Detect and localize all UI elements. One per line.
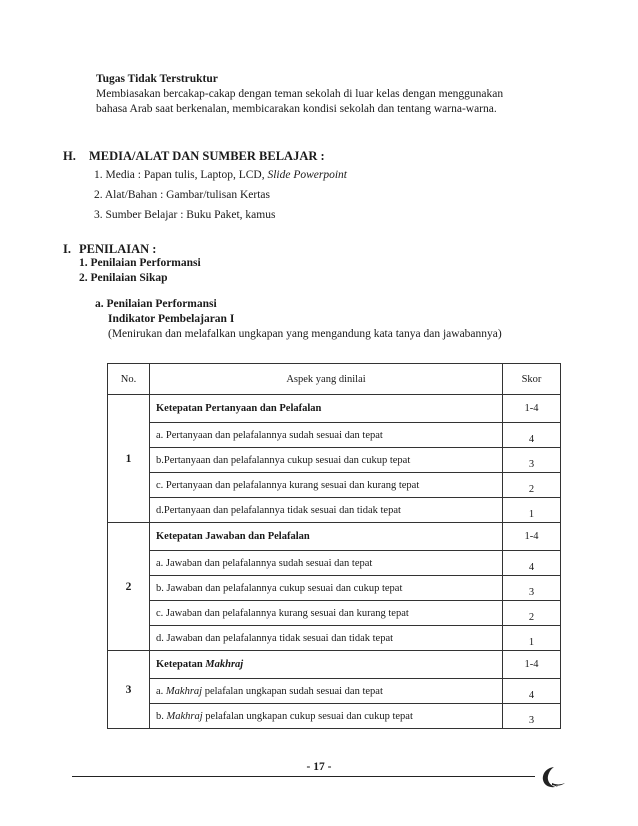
group-1-title: Ketepatan Pertanyaan dan Pelafalan xyxy=(150,395,503,423)
group-3-title: Ketepatan Makhraj xyxy=(150,651,503,679)
svg-text:~: ~ xyxy=(554,784,559,790)
group-2-title-row xyxy=(108,523,561,551)
criterion-text: d.Pertanyaan dan pelafalannya tidak sesuai dan tidak tepat xyxy=(150,498,503,523)
tugas-line-1: Membiasakan bercakap-cakap dengan teman sekolah di luar kelas dengan menggunakan xyxy=(96,88,504,100)
group-3-number: 3 xyxy=(108,651,150,729)
criterion-score: 2 xyxy=(503,473,561,498)
criterion-score: 4 xyxy=(503,679,561,704)
group-1-number: 1 xyxy=(108,395,150,523)
group-2-title: Ketepatan Jawaban dan Pelafalan xyxy=(150,523,503,551)
criterion-score: 1 xyxy=(503,498,561,523)
criterion-score: 4 xyxy=(503,423,561,448)
criterion-score: 3 xyxy=(503,576,561,601)
criterion-score: 3 xyxy=(503,704,561,729)
tugas-title: Tugas Tidak Terstruktur xyxy=(96,73,218,85)
section-h-item-2: 2. Alat/Bahan : Gambar/tulisan Kertas xyxy=(94,189,270,201)
table-row xyxy=(108,473,561,498)
section-h-title: MEDIA/ALAT DAN SUMBER BELAJAR : xyxy=(89,149,325,163)
criterion-text: b. Makhraj pelafalan ungkapan cukup sesuai dan cukup tepat xyxy=(150,704,503,729)
group-2-range: 1-4 xyxy=(503,523,561,551)
table-row xyxy=(108,704,561,729)
table-row xyxy=(108,601,561,626)
table-row xyxy=(108,551,561,576)
section-h-item-3: 3. Sumber Belajar : Buku Paket, kamus xyxy=(94,209,276,221)
section-i-title: PENILAIAN : xyxy=(79,242,157,256)
criterion-text: d. Jawaban dan pelafalannya tidak sesuai dan tidak tepat xyxy=(150,626,503,651)
criterion-score: 1 xyxy=(503,626,561,651)
criterion-text: c. Pertanyaan dan pelafalannya kurang sesuai dan kurang tepat xyxy=(150,473,503,498)
table-row xyxy=(108,576,561,601)
group-3-title-row xyxy=(108,651,561,679)
table-row xyxy=(108,498,561,523)
criterion-text: a. Makhraj pelafalan ungkapan sudah sesuai dan tepat xyxy=(150,679,503,704)
header-aspek: Aspek yang dinilai xyxy=(150,364,503,395)
section-i-item-1: 1. Penilaian Performansi xyxy=(79,257,201,269)
group-3-range: 1-4 xyxy=(503,651,561,679)
group-2-number: 2 xyxy=(108,523,150,651)
section-h-item-1: 1. Media : Papan tulis, Laptop, LCD, Slide Powerpoint xyxy=(94,169,347,181)
table-header-row xyxy=(108,364,561,395)
criterion-text: b.Pertanyaan dan pelafalannya cukup sesuai dan cukup tepat xyxy=(150,448,503,473)
table-row xyxy=(108,626,561,651)
criterion-score: 4 xyxy=(503,551,561,576)
rubric-table xyxy=(107,363,561,729)
header-skor: Skor xyxy=(503,364,561,395)
section-i-sub-a: a. Penilaian Performansi xyxy=(95,298,217,310)
criterion-text: a. Pertanyaan dan pelafalannya sudah sesuai dan tepat xyxy=(150,423,503,448)
table-row xyxy=(108,423,561,448)
section-i-note: (Menirukan dan melafalkan ungkapan yang mengandung kata tanya dan jawabannya) xyxy=(108,328,502,340)
group-1-range: 1-4 xyxy=(503,395,561,423)
table-row xyxy=(108,679,561,704)
section-i-item-2: 2. Penilaian Sikap xyxy=(79,272,168,284)
criterion-text: a. Jawaban dan pelafalannya sudah sesuai dan tepat xyxy=(150,551,503,576)
section-h-label: H. xyxy=(63,149,76,163)
criterion-score: 2 xyxy=(503,601,561,626)
criterion-text: c. Jawaban dan pelafalannya kurang sesuai dan kurang tepat xyxy=(150,601,503,626)
group-1-title-row xyxy=(108,395,561,423)
section-i-indikator: Indikator Pembelajaran I xyxy=(108,313,235,325)
crescent-logo-icon xyxy=(538,764,568,790)
criterion-text: b. Jawaban dan pelafalannya cukup sesuai dan cukup tepat xyxy=(150,576,503,601)
tugas-line-2: bahasa Arab saat berkenalan, membicarakan kondisi sekolah dan tentang warna-warna. xyxy=(96,103,497,115)
header-no: No. xyxy=(108,364,150,395)
table-row xyxy=(108,448,561,473)
footer-divider xyxy=(72,776,535,777)
section-i-label: I. xyxy=(63,242,71,256)
criterion-score: 3 xyxy=(503,448,561,473)
page-number: - 17 - xyxy=(306,761,332,773)
